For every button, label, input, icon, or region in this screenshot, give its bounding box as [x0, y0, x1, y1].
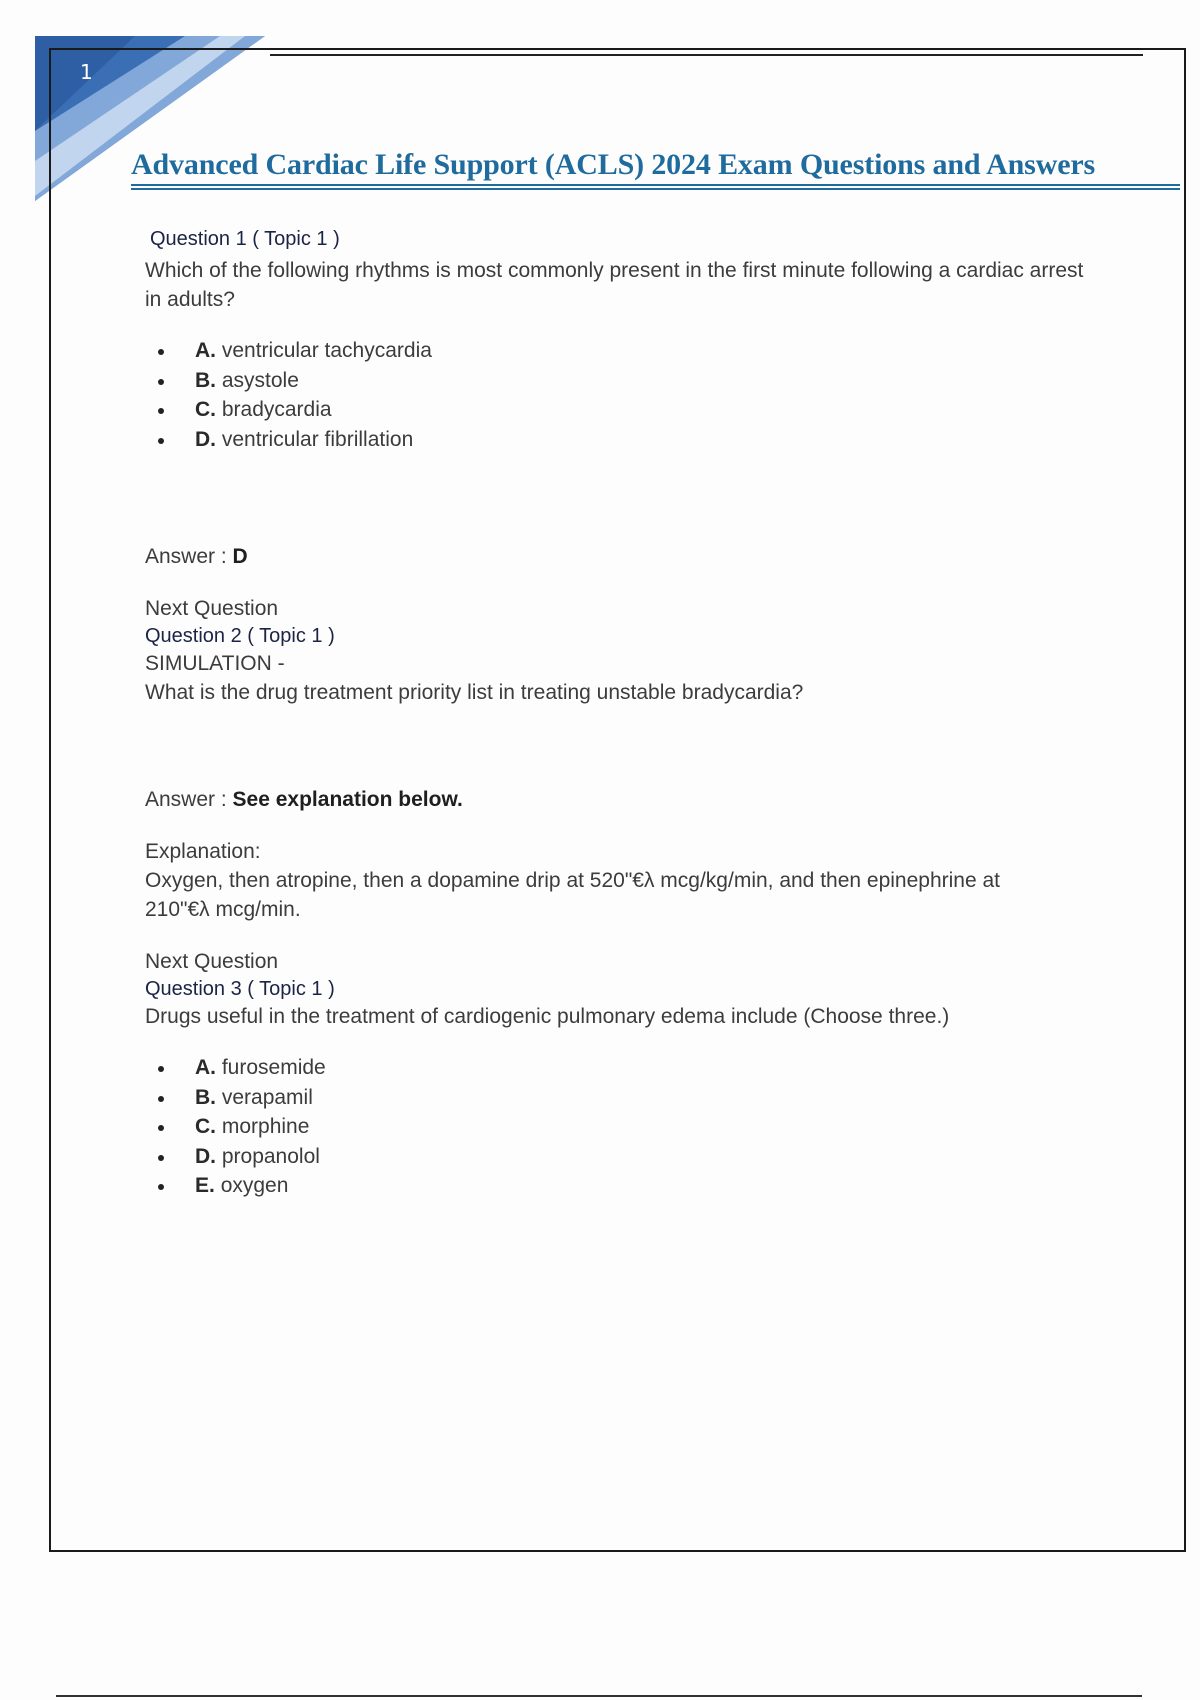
answer-label: Answer : — [145, 788, 227, 811]
option-letter: C. — [195, 398, 216, 421]
explanation-text: Oxygen, then atropine, then a dopamine drip at 520"€λ mcg/kg/min, and then epinephrine at 210"€λ mcg/min. — [145, 869, 1001, 921]
answer-value: See explanation below. — [232, 788, 463, 811]
question-text: Drugs useful in the treatment of cardiogenic pulmonary edema include (Choose three.) — [145, 1005, 950, 1028]
option-letter: D. — [195, 1144, 216, 1168]
option-item — [145, 1142, 1105, 1172]
header-rule — [270, 54, 1143, 56]
answer-options — [145, 1053, 1105, 1201]
option-item — [145, 425, 1105, 455]
option-text: ventricular fibrillation — [221, 427, 414, 451]
option-text: furosemide — [221, 1056, 326, 1079]
option-item — [145, 1053, 1105, 1083]
question-header: Question 2 ( Topic 1 ) — [145, 625, 335, 647]
option-item — [145, 1112, 1105, 1142]
question-prefix: SIMULATION - — [145, 652, 285, 675]
document-title: Advanced Cardiac Life Support (ACLS) 2024 Exam Questions and Answers — [131, 148, 1096, 181]
title-underline — [131, 184, 1180, 186]
questions-content — [145, 226, 1105, 1201]
option-text: asystole — [221, 368, 299, 392]
question-header: Question 3 ( Topic 1 ) — [145, 978, 335, 1000]
option-letter: C. — [195, 1115, 216, 1138]
option-letter: A. — [195, 339, 216, 362]
option-text: ventricular tachycardia — [221, 339, 432, 362]
option-item — [145, 366, 1105, 396]
option-letter: D. — [195, 427, 216, 451]
answer-line — [145, 542, 1105, 571]
option-item — [145, 1171, 1105, 1201]
title-underline-double — [131, 188, 1180, 190]
answer-label: Answer : — [145, 545, 227, 568]
next-question-link[interactable]: Next Question — [145, 597, 279, 620]
option-item — [145, 336, 1105, 366]
option-text: propanolol — [221, 1144, 320, 1168]
option-item — [145, 395, 1105, 425]
answer-value: D — [232, 545, 248, 568]
option-text: bradycardia — [221, 398, 332, 421]
question-text: What is the drug treatment priority list in treating unstable bradycardia? — [145, 681, 804, 704]
question-text: Which of the following rhythms is most commonly present in the first minute following a cardiac arrest in adults? — [145, 259, 1084, 311]
option-item — [145, 1083, 1105, 1113]
answer-line — [145, 785, 1105, 814]
footer-rule — [56, 1695, 1142, 1697]
option-letter: B. — [195, 1085, 216, 1109]
answer-options — [145, 336, 1105, 454]
option-letter: E. — [195, 1174, 215, 1197]
option-text: oxygen — [220, 1174, 289, 1197]
page-number: 1 — [80, 60, 93, 84]
explanation-label: Explanation: — [145, 840, 261, 863]
option-letter: A. — [195, 1056, 216, 1079]
question-header: Question 1 ( Topic 1 ) — [150, 228, 340, 250]
next-question-link[interactable]: Next Question — [145, 950, 279, 973]
option-text: morphine — [221, 1115, 310, 1138]
option-letter: B. — [195, 368, 216, 392]
option-text: verapamil — [221, 1085, 313, 1109]
